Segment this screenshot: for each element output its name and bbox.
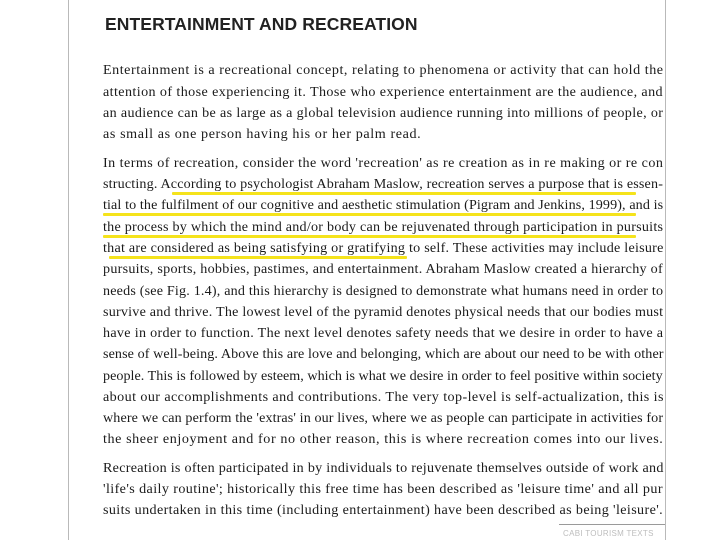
paragraph-line: about our accomplishments and contributions. The very top-level is self-actualization, this is xyxy=(103,389,664,405)
paragraph-line: where we can perform the 'extras' in our lives, where we as people can participate in activities for xyxy=(103,410,664,426)
paragraph-line: have in order to function. The next level denotes safety needs that we desire in order to have a xyxy=(103,325,664,341)
document-page xyxy=(68,0,666,540)
paragraph-line: as small as one person having his or her palm read. xyxy=(103,126,422,142)
paragraph-line: tial to the fulfilment of our cognitive and aesthetic stimulation (Pigram and Jenkins, 1999), and is xyxy=(103,197,664,213)
watermark: CABI TOURISM TEXTS xyxy=(563,529,654,538)
paragraph-line: that are considered as being satisfying or gratifying to self. These activities may include leisure xyxy=(103,240,664,256)
paragraph-line: In terms of recreation, consider the word 'recreation' as re creation as in re making or re con xyxy=(103,155,664,171)
paragraph-line: people. This is followed by esteem, which is what we desire in order to feel positive within society xyxy=(103,368,663,384)
paragraph-line: survive and thrive. The lowest level of the pyramid denotes physical needs that our bodies must xyxy=(103,304,664,320)
paragraph-line: the sheer enjoyment and for no other reason, this is where recreation comes into our lives. xyxy=(103,431,664,447)
paragraph-line: sense of well-being. Above this are love and belonging, which are about our need to be with other xyxy=(103,346,664,362)
section-heading: ENTERTAINMENT AND RECREATION xyxy=(105,14,418,34)
paragraph-line: Entertainment is a recreational concept, relating to phenomena or activity that can hold the xyxy=(103,62,664,78)
footer-rule xyxy=(559,524,665,525)
paragraph-line: the process by which the mind and/or body can be rejuvenated through participation in pursuits xyxy=(103,219,664,235)
paragraph-line: Recreation is often participated in by individuals to rejuvenate themselves outside of work and xyxy=(103,460,664,476)
paragraph-line: suits undertaken in this time (including entertainment) have been described as being 'leisure'. xyxy=(103,502,664,518)
paragraph-line: 'life's daily routine'; historically this free time has been described as 'leisure time' and all pur xyxy=(103,481,663,497)
paragraph-line: attention of those experiencing it. Those who experience entertainment are the audience, and xyxy=(103,84,664,100)
paragraph-line: pursuits, sports, hobbies, pastimes, and entertainment. Abraham Maslow created a hierarchy of xyxy=(103,261,663,277)
paragraph-line: an audience can be as large as a global television audience running into millions of people, or xyxy=(103,105,664,121)
paragraph-line: needs (see Fig. 1.4), and this hierarchy is designed to demonstrate what humans need in order to xyxy=(103,283,664,299)
paragraph-line: structing. According to psychologist Abraham Maslow, recreation serves a purpose that is essen- xyxy=(103,176,664,192)
